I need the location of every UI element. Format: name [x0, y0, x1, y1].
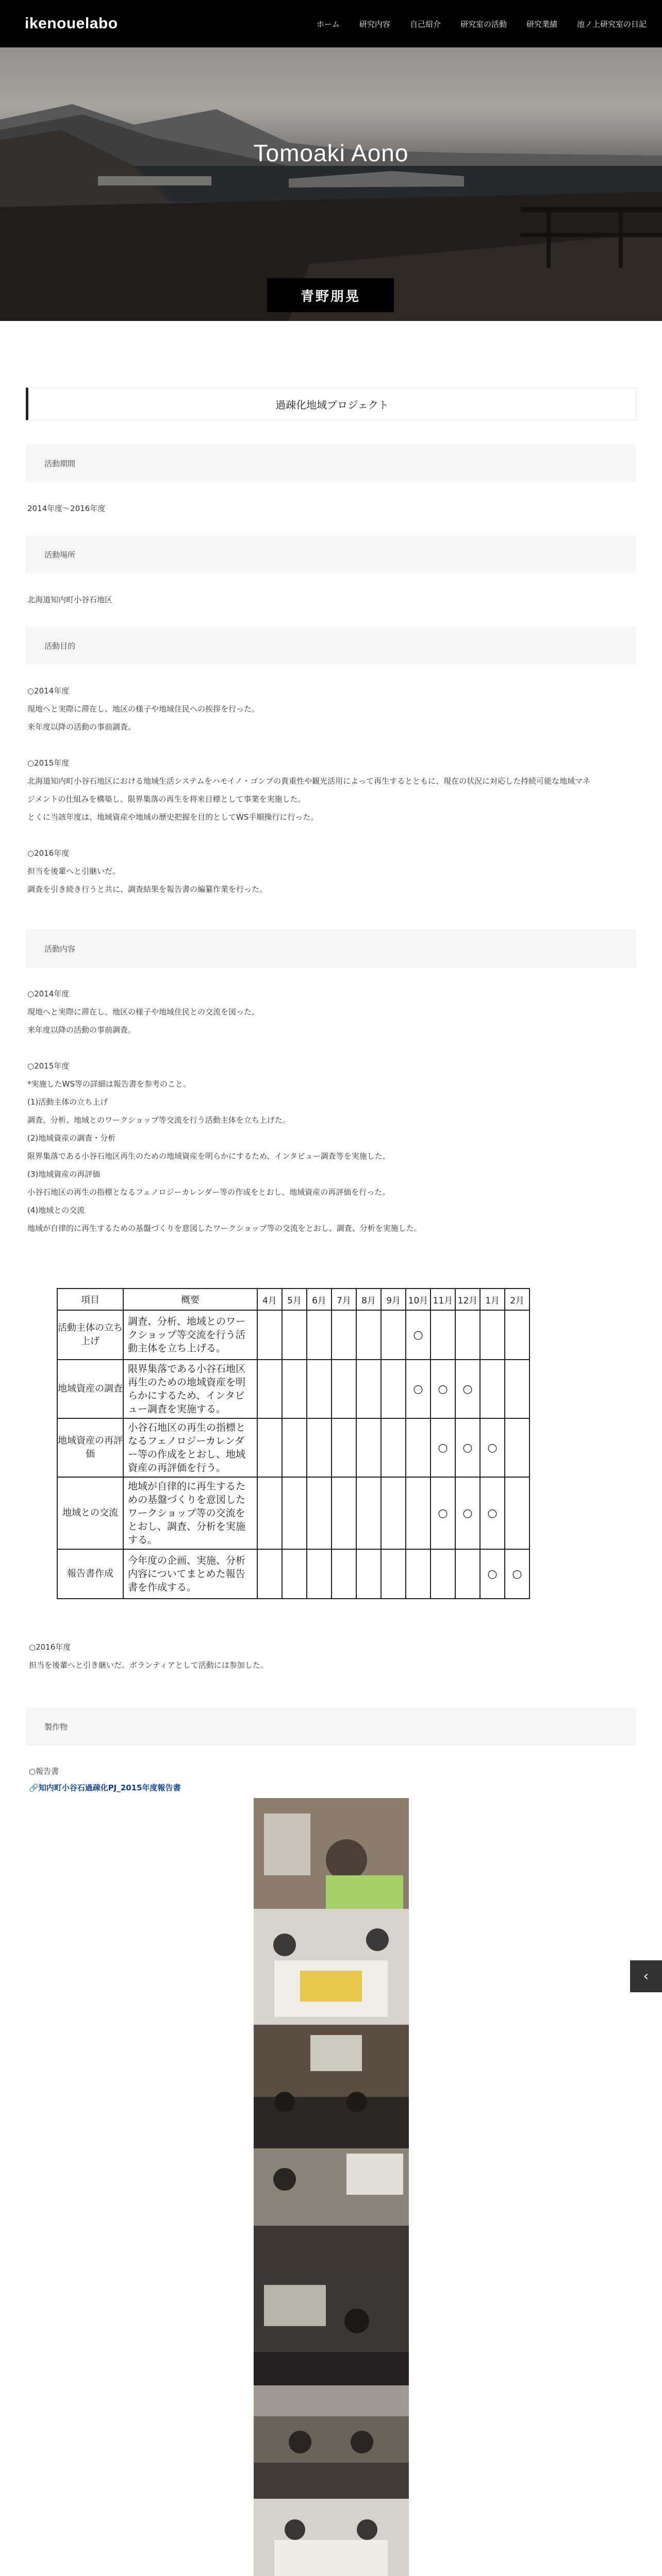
schedule-item: 地域資産の調査	[57, 1360, 123, 1418]
schedule-mark: ○	[480, 1418, 505, 1477]
schedule-row	[57, 1549, 529, 1599]
schedule-mark: ○	[455, 1360, 480, 1418]
section-heading-place: 活動場所	[26, 535, 636, 573]
schedule-item: 地域資産の再評価	[57, 1418, 123, 1477]
main-nav	[317, 19, 647, 29]
schedule-row	[57, 1418, 529, 1477]
report-link-text[interactable]: 知内町小谷石過疎化PJ_2015年度報告書	[38, 1783, 181, 1792]
schedule-header: 項目	[57, 1289, 123, 1310]
schedule-mark	[282, 1360, 307, 1418]
hero-title: Tomoaki Aono	[253, 140, 409, 166]
side-scroll-button[interactable]	[630, 1960, 662, 1992]
schedule-mark	[332, 1310, 356, 1360]
nav-research[interactable]: 研究内容	[359, 19, 390, 29]
purpose-line: ○2016年度	[27, 849, 70, 858]
purpose-line: 調査を引き続き行うと共に、調査結果を報告書の編纂作業を行った。	[27, 885, 268, 894]
schedule-description: 地域が自律的に再生するための基盤づくりを意図したワークショップ等の交流をとおし、調査、分析を実施する。	[123, 1477, 257, 1549]
report-label: ○報告書	[29, 1767, 59, 1776]
content-line: 地域が自律的に再生するための基盤づくりを意図したワークショップ等の交流をとおし、調査、分析を実施した。	[27, 1224, 422, 1233]
project-title: 過疎化地域プロジェクト	[26, 387, 636, 420]
report-pdf-link[interactable]	[29, 1780, 181, 1796]
schedule-mark: ○	[431, 1418, 455, 1477]
nav-home[interactable]: ホーム	[316, 19, 340, 29]
schedule-mark	[505, 1310, 529, 1360]
purpose-line: 担当を後輩へと引継いだ。	[27, 867, 121, 876]
schedule-mark	[332, 1477, 356, 1549]
schedule-header-row	[57, 1289, 529, 1310]
schedule-mark	[406, 1418, 431, 1477]
schedule-header: 9月	[381, 1289, 406, 1310]
schedule-mark: ○	[480, 1477, 505, 1549]
purpose-line: ○2014年度	[27, 686, 70, 696]
schedule-mark	[431, 1310, 455, 1360]
purpose-line: とくに当該年度は、地域資産や地域の歴史把握を目的としてWS手順操行に行った。	[27, 812, 319, 822]
schedule-description: 調査、分析、地域とのワークショップ等交流を行う活動主体を立ち上げる。	[123, 1310, 257, 1360]
schedule-mark	[332, 1360, 356, 1418]
chevron-left-icon: ‹	[643, 1969, 649, 1984]
content-line: (4)地域との交流	[27, 1206, 85, 1215]
section-heading-content: 活動内容	[26, 929, 636, 968]
schedule-header: 6月	[307, 1289, 332, 1310]
schedule-mark: ○	[431, 1477, 455, 1549]
content-text	[26, 985, 636, 1238]
schedule-row	[57, 1310, 529, 1360]
schedule-mark	[307, 1549, 332, 1599]
schedule-mark	[381, 1310, 406, 1360]
schedule-mark	[257, 1418, 282, 1477]
schedule-mark: ○	[455, 1477, 480, 1549]
workshop-photo	[254, 2269, 409, 2385]
nav-diary[interactable]: 池ノ上研究室の日記	[576, 19, 647, 29]
report-photo-gallery	[254, 1798, 409, 2576]
schedule-mark	[480, 1360, 505, 1418]
after-line: ○2016年度	[29, 1642, 71, 1652]
schedule-mark	[505, 1477, 529, 1549]
schedule-mark	[307, 1477, 332, 1549]
schedule-mark	[282, 1477, 307, 1549]
purpose-line: 来年度以降の活動の事前調査。	[27, 722, 136, 732]
schedule-row	[57, 1360, 529, 1418]
schedule-description: 限界集落である小谷石地区再生のための地域資産を明らかにするため、インタビュー調査を実施する。	[123, 1360, 257, 1418]
content-line: 限界集落である小谷石地区再生のための地域資産を明らかにするため、インタビュー調査等を実施した。	[27, 1151, 390, 1161]
schedule-header: 2月	[505, 1289, 529, 1310]
content-line: 来年度以降の活動の事前調査。	[27, 1025, 136, 1035]
schedule-mark: ○	[480, 1549, 505, 1599]
schedule-mark	[282, 1549, 307, 1599]
purpose-line: 現地へと実際に滞在し、地区の様子や地域住民への挨拶を行った。	[27, 704, 260, 714]
purpose-line: ジメントの仕組みを構築し、限界集落の再生を将来目標として事業を実施した。	[27, 794, 306, 804]
schedule-table	[57, 1288, 530, 1599]
schedule-row	[57, 1477, 529, 1549]
period-text	[26, 500, 636, 518]
schedule-mark: ○	[406, 1310, 431, 1360]
purpose-line: ○2015年度	[27, 758, 70, 768]
schedule-header: 7月	[332, 1289, 356, 1310]
schedule-mark	[431, 1549, 455, 1599]
workshop-photo	[254, 2025, 409, 2148]
schedule-header: 概要	[123, 1289, 257, 1310]
schedule-mark: ○	[406, 1360, 431, 1418]
content-line: *実施したWS等の詳細は報告書を参考のこと。	[27, 1079, 191, 1089]
schedule-header: 8月	[356, 1289, 381, 1310]
schedule-header: 10月	[406, 1289, 431, 1310]
schedule-mark	[282, 1310, 307, 1360]
period-value: 2014年度〜2016年度	[27, 504, 106, 513]
schedule-header: 5月	[282, 1289, 307, 1310]
section-heading-period: 活動期間	[26, 444, 636, 482]
schedule-mark	[257, 1549, 282, 1599]
schedule-mark: ○	[505, 1549, 529, 1599]
schedule-mark	[356, 1310, 381, 1360]
schedule-header: 4月	[257, 1289, 282, 1310]
schedule-item: 報告書作成	[57, 1549, 123, 1599]
schedule-mark	[356, 1360, 381, 1418]
schedule-mark	[480, 1310, 505, 1360]
hero-banner	[0, 47, 662, 321]
schedule-mark	[406, 1549, 431, 1599]
schedule-mark	[257, 1310, 282, 1360]
pdf-icon: 🔗	[29, 1783, 39, 1792]
schedule-mark: ○	[431, 1360, 455, 1418]
schedule-description: 今年度の企画、実施、分析内容についてまとめた報告書を作成する。	[123, 1549, 257, 1599]
nav-profile[interactable]: 自己紹介	[409, 19, 441, 29]
place-value: 北海道知内町小谷石地区	[27, 595, 113, 604]
schedule-mark	[257, 1477, 282, 1549]
content-line: (2)地域資産の調査・分析	[27, 1133, 116, 1143]
content-line: 小谷石地区の再生の指標となるフェノロジーカレンダー等の作成をとおし、地域資産の再評価を行った。	[27, 1188, 390, 1197]
schedule-mark	[455, 1310, 480, 1360]
schedule-mark	[307, 1360, 332, 1418]
after-line: 担当を後輩へと引き継いだ。ボランティアとして活動には参加した。	[29, 1660, 268, 1670]
workshop-photo	[254, 2385, 409, 2499]
content-line: (3)地域資産の再評価	[27, 1170, 101, 1179]
schedule-mark	[381, 1418, 406, 1477]
content-line: 調査、分析、地域とのワークショップ等交流を行う活動主体を立ち上げた。	[27, 1115, 290, 1125]
schedule-mark	[356, 1477, 381, 1549]
content-line: ○2015年度	[27, 1061, 70, 1071]
schedule-mark	[381, 1549, 406, 1599]
purpose-text	[26, 682, 636, 899]
purpose-line: 北海道知内町小谷石地区における地域生活システムをハモイノ・ゴンプの貴重性や観光活用によって再生するとともに、現在の状況に対応した持続可能な地域マネ	[27, 776, 591, 786]
project-content	[26, 387, 636, 1238]
schedule-mark	[257, 1360, 282, 1418]
schedule-mark	[406, 1477, 431, 1549]
nav-achievements[interactable]: 研究業績	[526, 19, 557, 29]
workshop-photo	[254, 1798, 409, 1909]
nav-activities[interactable]: 研究室の活動	[460, 19, 507, 29]
products-text	[27, 1763, 181, 1796]
schedule-mark	[381, 1477, 406, 1549]
schedule-item: 地域との交流	[57, 1477, 123, 1549]
section-heading-purpose: 活動目的	[26, 626, 636, 665]
schedule-mark: ○	[455, 1418, 480, 1477]
place-text	[26, 591, 636, 609]
schedule-mark	[332, 1549, 356, 1599]
content-line: ○2014年度	[27, 989, 70, 998]
schedule-mark	[455, 1549, 480, 1599]
site-logo[interactable]: ikenouelabo	[25, 15, 118, 32]
workshop-photo	[254, 2148, 409, 2269]
schedule-mark	[307, 1310, 332, 1360]
schedule-header: 1月	[480, 1289, 505, 1310]
content-line: 現地へと実際に滞在し、地区の様子や地域住民との交流を図った。	[27, 1007, 260, 1016]
section-heading-products: 製作物	[26, 1707, 636, 1745]
schedule-mark	[505, 1360, 529, 1418]
schedule-item: 活動主体の立ち上げ	[57, 1310, 123, 1360]
workshop-photo	[254, 2499, 409, 2576]
content-line: (1)活動主体の立ち上げ	[27, 1097, 108, 1107]
schedule-header: 12月	[455, 1289, 480, 1310]
workshop-photo	[254, 1909, 409, 2025]
schedule-mark	[307, 1418, 332, 1477]
schedule-mark	[356, 1549, 381, 1599]
schedule-mark	[505, 1418, 529, 1477]
schedule-body	[57, 1310, 529, 1599]
schedule-mark	[356, 1418, 381, 1477]
schedule-description: 小谷石地区の再生の指標となるフェノロジーカレンダー等の作成をとおし、地域資産の再評価を行う。	[123, 1418, 257, 1477]
schedule-mark	[332, 1418, 356, 1477]
site-header	[0, 0, 662, 47]
schedule-mark	[381, 1360, 406, 1418]
schedule-mark	[282, 1418, 307, 1477]
schedule-header: 11月	[431, 1289, 455, 1310]
after-text	[27, 1638, 268, 1674]
member-name-badge: 青野朋晃	[267, 278, 394, 312]
